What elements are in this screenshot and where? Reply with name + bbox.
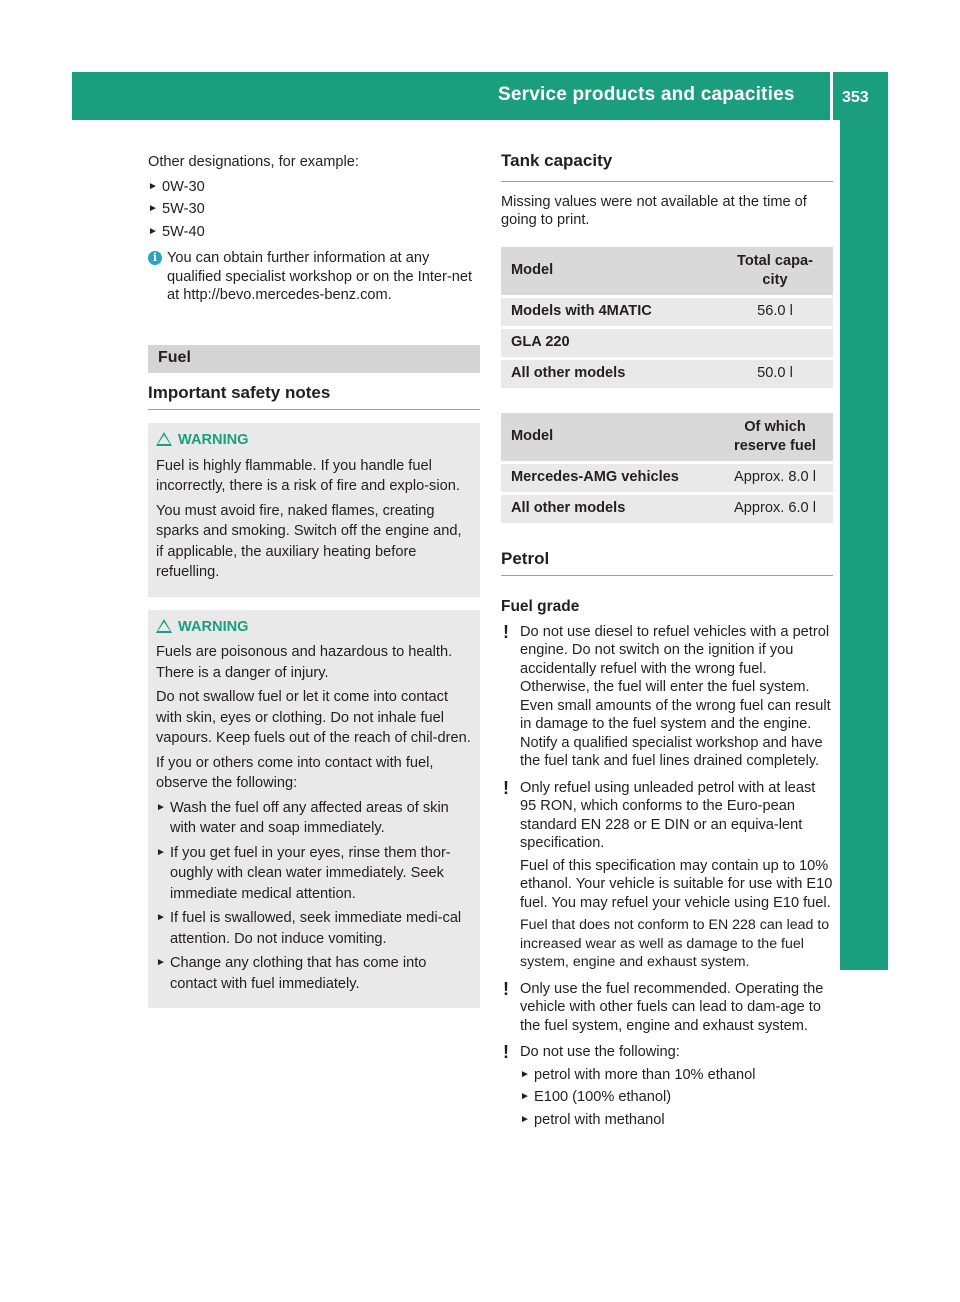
designations-intro: Other designations, for example:: [148, 154, 359, 170]
bullet-icon: ►: [520, 1068, 530, 1080]
warning-triangle-icon: [156, 619, 172, 633]
table-header-row: [501, 413, 833, 461]
column-header: Of which reserve fuel: [717, 413, 833, 461]
table-row: [501, 298, 833, 326]
list-item: ► Wash the fuel off any affected areas of skin with water and soap immediately.: [156, 799, 449, 836]
reserve-fuel-table: [501, 410, 833, 526]
list-item: ► If fuel is swallowed, seek immediate medi-cal attention. Do not induce vomiting.: [156, 910, 462, 947]
table-cell: Mercedes-AMG vehicles: [501, 464, 717, 492]
list-item: ► 0W-30: [148, 178, 205, 195]
table-header-row: [501, 247, 833, 295]
info-text: You can obtain further information at any qualified specialist workshop or on the Inter-net at http://bevo.mercedes-benz.com.: [167, 250, 473, 303]
caution-icon: !: [503, 621, 509, 642]
list-item: ► E100 (100% ethanol): [520, 1089, 672, 1105]
list-item: ► 5W-40: [148, 223, 205, 240]
warning-text: If you or others come into contact with fuel, observe the following:: [156, 754, 434, 791]
list-item: ► Change any clothing that has come into contact with fuel immediately.: [156, 955, 427, 992]
list-item: ► petrol with methanol: [520, 1111, 665, 1128]
bullet-icon: ►: [520, 1091, 530, 1102]
bullet-icon: ►: [156, 912, 166, 923]
warning-text: You must avoid fire, naked flames, creating sparks and smoking. Switch off the engine and, if applicable, the auxiliary heating before refuelling.: [156, 502, 462, 580]
caution-icon: !: [503, 1042, 509, 1062]
column-header: Model: [501, 413, 717, 461]
table-cell: 50.0 l: [717, 360, 833, 388]
left-column: [148, 153, 480, 1008]
warning-text: Fuels are poisonous and hazardous to health. There is a danger of injury.: [156, 644, 453, 681]
column-header: Total capa-city: [717, 247, 833, 295]
side-tab-marker: [840, 922, 888, 970]
tank-capacity-table: [501, 244, 833, 391]
info-icon: i: [148, 251, 162, 265]
page-section-title: Service products and capacities: [498, 84, 795, 105]
page-number: 353: [842, 89, 869, 106]
column-header: Model: [501, 247, 717, 295]
side-tab-label: Technical data: [861, 727, 884, 872]
list-item: ► 5W-30: [148, 201, 205, 217]
table-cell: All other models: [501, 495, 717, 523]
warning-heading: WARNING: [156, 618, 472, 637]
bullet-icon: ►: [156, 846, 166, 858]
caution-icon: !: [503, 777, 509, 798]
bullet-icon: ►: [156, 957, 166, 968]
tank-note: Missing values were not available at the time of going to print.: [501, 193, 807, 228]
table-row: [501, 464, 833, 492]
table-cell: Models with 4MATIC: [501, 298, 717, 326]
table-cell: GLA 220: [501, 329, 717, 357]
warning-box-fire: [148, 423, 480, 597]
table-cell: Approx. 8.0 l: [717, 464, 833, 492]
table-cell: All other models: [501, 360, 717, 388]
caution-detail: Fuel that does not conform to EN 228 can lead to increased wear as well as damage to the fuel system, engine and exhaust system.: [520, 917, 830, 970]
caution-icon: !: [503, 978, 509, 999]
fuel-grade-title: Fuel grade: [501, 598, 580, 615]
bullet-icon: ►: [520, 1113, 530, 1125]
caution-detail: Fuel of this specification may contain up to 10% ethanol. Your vehicle is suitable for use with E10 fuel. You may refuel your vehicle using E10 fuel.: [520, 857, 833, 911]
bullet-icon: ►: [148, 180, 158, 192]
safety-notes-title: Important safety notes: [148, 384, 480, 411]
info-note: [148, 249, 480, 305]
warning-heading: WARNING: [156, 431, 472, 450]
caution-note: ! Do not use diesel to refuel vehicles with a petrol engine. Do not switch on the ignition if you accidentally refuel with the wrong fuel. Otherwise, the fuel will enter the fuel system. Even small amounts of the wrong fuel can result in damage to the fuel system and the engine. Notify a qualified specialist workshop and have the fuel tank and fuel lines drained completely.: [503, 621, 831, 769]
table-cell: 56.0 l: [717, 298, 833, 326]
warning-triangle-icon: [156, 432, 172, 446]
petrol-title: Petrol: [501, 550, 833, 577]
caution-note: ! Do not use the following:: [503, 1042, 680, 1062]
table-row: [501, 495, 833, 523]
warning-text: Fuel is highly flammable. If you handle fuel incorrectly, there is a risk of fire and explo-sion.: [156, 457, 460, 494]
list-item: ► petrol with more than 10% ethanol: [520, 1066, 756, 1083]
bullet-icon: ►: [156, 801, 166, 813]
table-row: [501, 360, 833, 388]
table-row: [501, 329, 833, 357]
header-divider: [830, 72, 833, 120]
bullet-icon: ►: [148, 225, 158, 237]
table-cell: [717, 329, 833, 357]
list-item: ► If you get fuel in your eyes, rinse them thor-oughly with clean water immediately. Seek immediate medical attention.: [156, 844, 451, 902]
table-cell: Approx. 6.0 l: [717, 495, 833, 523]
warning-text: Do not swallow fuel or let it come into contact with skin, eyes or clothing. Do not inhale fuel vapours. Keep fuels out of the reach of chil-dren.: [156, 689, 471, 746]
warning-box-health: [148, 610, 480, 1009]
caution-note: ! Only refuel using unleaded petrol with at least 95 RON, which conforms to the Euro-pean standard EN 228 or E DIN or an equiva-lent specification.: [503, 777, 816, 851]
right-column: [501, 152, 833, 1131]
fuel-section-band: Fuel: [148, 345, 480, 373]
tank-capacity-title: Tank capacity: [501, 152, 833, 182]
bullet-icon: ►: [148, 203, 158, 214]
caution-note: ! Only use the fuel recommended. Operating the vehicle with other fuels can lead to dam-age to the fuel system, engine and exhaust system.: [503, 978, 824, 1034]
